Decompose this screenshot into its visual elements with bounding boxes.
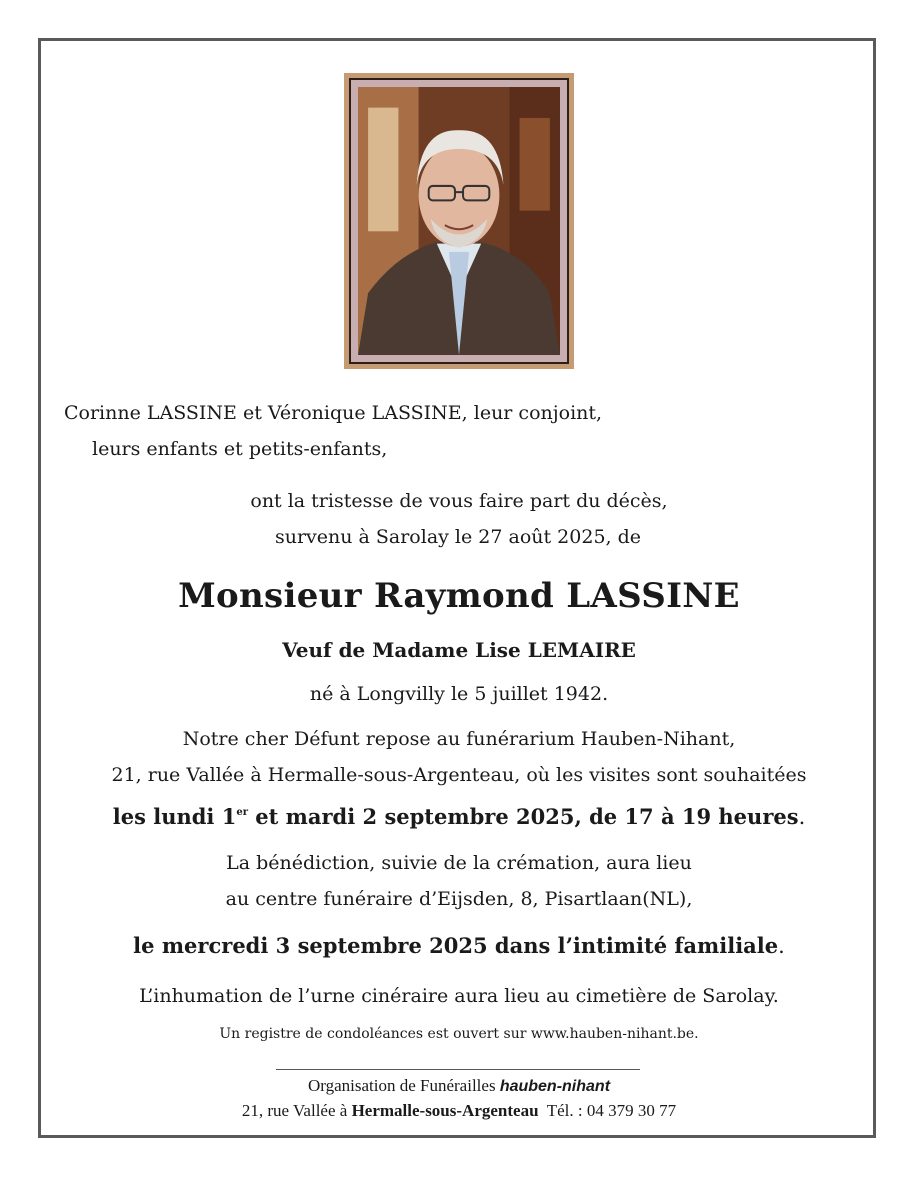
announce-line-1: ont la tristesse de vous faire part du décès, [250, 490, 668, 512]
footer-org [0, 1076, 918, 1096]
ceremony-date-text: le mercredi 3 septembre 2025 dans l’intimité familiale [133, 933, 779, 958]
birth-line: né à Longvilly le 5 juillet 1942. [309, 683, 609, 705]
footer-phone: Tél. : 04 379 30 77 [538, 1101, 677, 1120]
ceremony-line-2: au centre funéraire d’Eijsden, 8, Pisartlaan(NL), [225, 888, 693, 910]
visits-line-2: 21, rue Vallée à Hermalle-sous-Argenteau, où les visites sont souhaitées [111, 764, 807, 786]
visits-dates-sup: er [236, 807, 248, 818]
footer-address [0, 1101, 918, 1121]
visits-dates [0, 804, 918, 829]
visits-line-1: Notre cher Défunt repose au funérarium Hauben-Nihant, [182, 728, 736, 750]
deceased-name: Monsieur Raymond LASSINE [178, 576, 740, 616]
intro-line-1: Corinne LASSINE et Véronique LASSINE, leur conjoint, [64, 402, 603, 424]
footer-addr-a: 21, rue Vallée à [241, 1101, 352, 1120]
ceremony-date [0, 933, 918, 958]
visits-dates-end: . [798, 805, 806, 829]
registry-line: Un registre de condoléances est ouvert sur www.hauben-nihant.be. [219, 1026, 699, 1042]
footer-org-prefix: Organisation de Funérailles [307, 1076, 500, 1095]
visits-dates-a: les lundi 1 [112, 804, 237, 829]
announce-line-2: survenu à Sarolay le 27 août 2025, de [274, 526, 642, 548]
ceremony-line-1: La bénédiction, suivie de la crémation, aura lieu [226, 852, 692, 874]
portrait-frame [344, 73, 574, 369]
portrait-photo [358, 87, 560, 355]
visits-dates-b: et mardi 2 septembre 2025, de 17 à 19 heures [247, 804, 799, 829]
widow-line: Veuf de Madame Lise LEMAIRE [282, 638, 636, 662]
footer-brand-logo: hauben-nihant [499, 1078, 611, 1095]
ceremony-date-end: . [778, 934, 785, 958]
intro-line-2: leurs enfants et petits-enfants, [92, 438, 388, 460]
footer-addr-city: Hermalle-sous-Argenteau [351, 1101, 539, 1120]
burial-line: L’inhumation de l’urne cinéraire aura lieu au cimetière de Sarolay. [139, 985, 779, 1007]
footer-divider [276, 1069, 640, 1070]
